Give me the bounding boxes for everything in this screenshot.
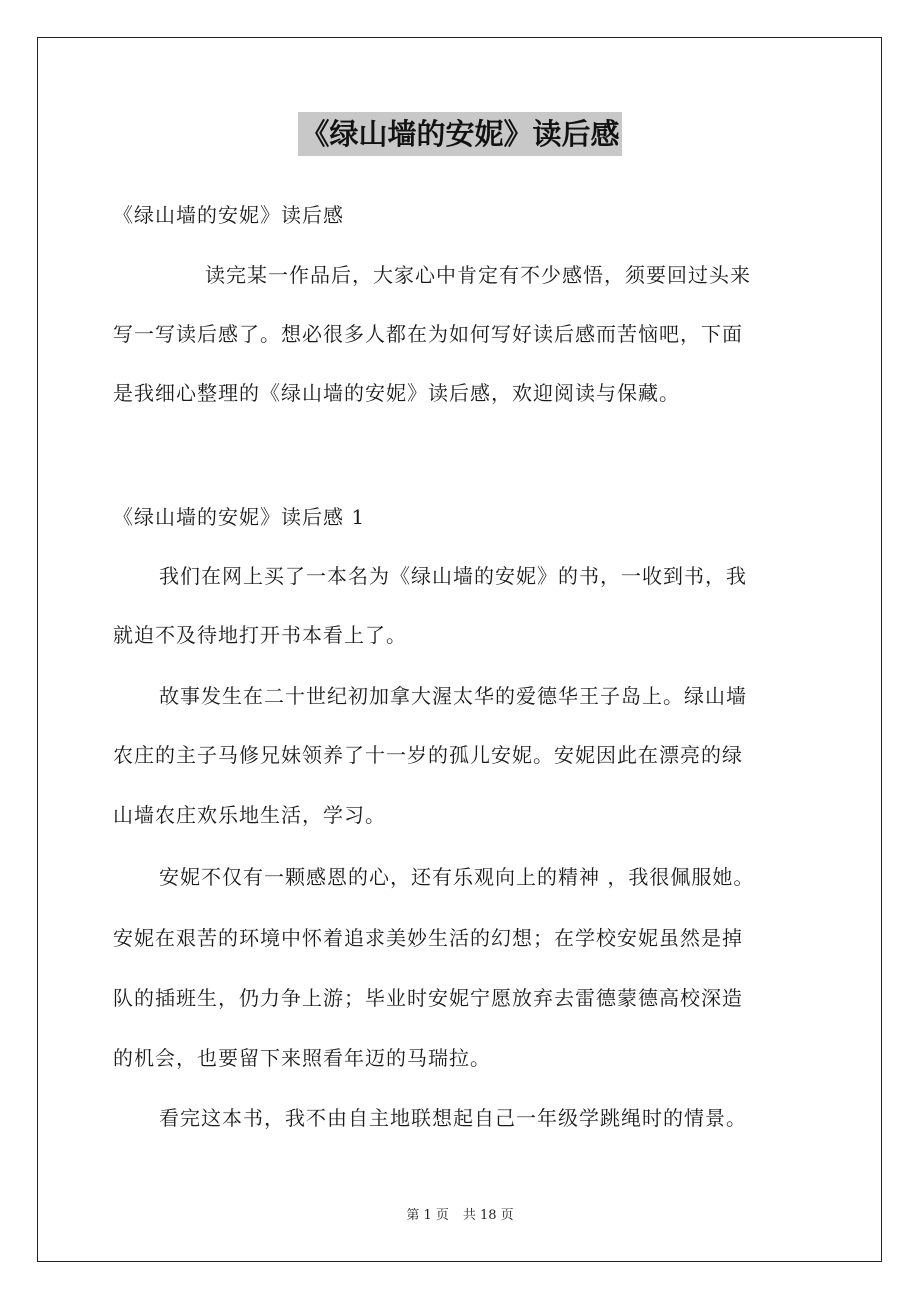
body-line-6: 安妮不仅有一颗感恩的心，还有乐观向上的精神 ，我很佩服她。 <box>159 865 755 889</box>
body-line-4: 农庄的主子马修兄妹领养了十一岁的孤儿安妮。安妮因此在漂亮的绿 <box>113 743 743 767</box>
intro-line-1: 读完某一作品后，大家心中肯定有不少感悟，须要回过头来 <box>205 263 751 287</box>
body-line-5: 山墙农庄欢乐地生活，学习。 <box>113 803 386 827</box>
intro-line-3: 是我细心整理的《绿山墙的安妮》读后感，欢迎阅读与保藏。 <box>113 381 680 405</box>
body-line-7: 安妮在艰苦的环境中怀着追求美妙生活的幻想；在学校安妮虽然是掉 <box>113 926 743 950</box>
page-total: 共 18 页 <box>462 1208 514 1223</box>
document-subtitle: 《绿山墙的安妮》读后感 <box>113 203 344 227</box>
body-line-8: 队的插班生，仍力争上游；毕业时安妮宁愿放弃去雷德蒙德高校深造 <box>113 986 743 1010</box>
body-line-2: 就迫不及待地打开书本看上了。 <box>113 623 407 647</box>
body-line-1: 我们在网上买了一本名为《绿山墙的安妮》的书，一收到书，我 <box>159 564 747 588</box>
page-footer <box>0 1207 920 1225</box>
page-number: 第 1 页 <box>406 1208 449 1223</box>
body-line-10: 看完这本书，我不由自主地联想起自己一年级学跳绳时的情景。 <box>159 1106 747 1130</box>
intro-line-2: 写一写读后感了。想必很多人都在为如何写好读后感而苦恼吧，下面 <box>113 322 743 346</box>
body-line-3: 故事发生在二十世纪初加拿大渥太华的爱德华王子岛上。绿山墙 <box>159 684 747 708</box>
body-line-9: 的机会，也要留下来照看年迈的马瑞拉。 <box>113 1046 491 1070</box>
title-container <box>0 112 920 156</box>
document-title: 《绿山墙的安妮》读后感 <box>298 112 621 156</box>
section-heading: 《绿山墙的安妮》读后感 1 <box>113 505 366 529</box>
